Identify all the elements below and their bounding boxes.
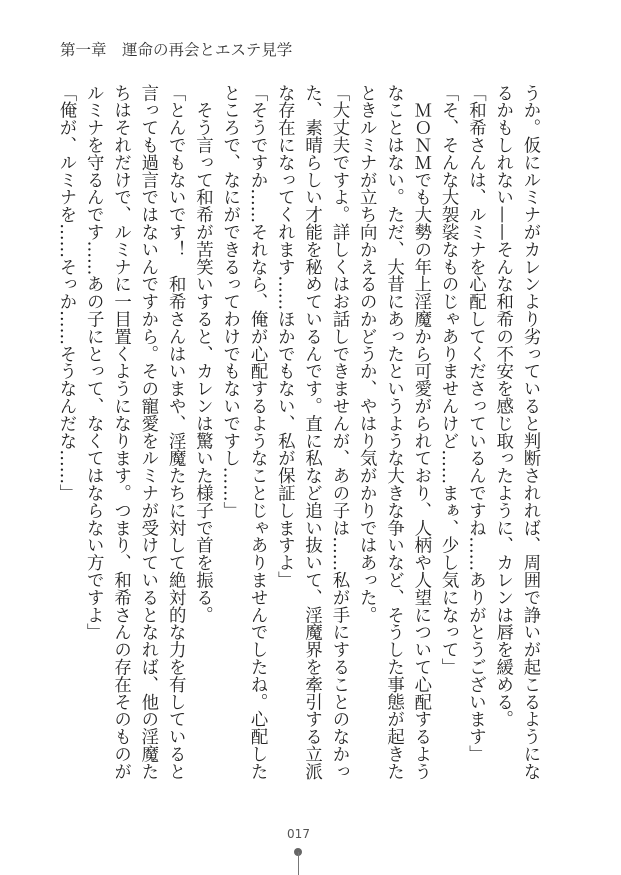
text-column: 言っても過言ではないんですから。その寵愛をルミナが受けているとなれば、他の淫魔た [137, 84, 158, 780]
text-column: な存在になってくれます……ほかでもない、私が保証しますよ」 [274, 84, 295, 589]
text-column: 「和希さんは、ルミナを心配してくださっているんですね……ありがとうございます」 [465, 84, 486, 763]
text-column: ちはそれだけで、ルミナに一目置くようになります。つまり、和希さんの存在そのものが [110, 84, 131, 780]
text-column: そう言って和希が苦笑いすると、カレンは驚いた様子で首を振る。 [192, 84, 213, 624]
folio-ornament-line [298, 852, 299, 875]
vertical-text-body [51, 84, 543, 780]
chapter-running-head: 第一章 運命の再会とエステ見学 [60, 41, 293, 59]
text-column: た、素晴らしい才能を秘めているんです。直に私など追い抜いて、淫魔界を牽引する立派 [301, 84, 322, 780]
page-number: 017 [287, 827, 310, 841]
text-column: 「俺が、ルミナを……そっか……そうなんだな……」 [55, 84, 76, 502]
text-column: ときルミナが立ち向かえるのかどうか、やはり気がかりではあった。 [356, 84, 377, 624]
text-column: なことはない。ただ、大昔にあったというような大きな争いなど、そうした事態が起きた [383, 84, 404, 780]
text-column: 「大丈夫ですよ。詳しくはお話しできませんが、あの子は……私が手にすることのなかっ [328, 84, 349, 780]
text-column: ところで、なにができるってわけでもないですし……」 [219, 84, 240, 519]
text-column: 「そ、そんな大袈裟なものじゃありませんけど……まぁ、少し気になって」 [438, 84, 459, 676]
text-column: 「とんでもないです！ 和希さんはいまや、淫魔たちに対して絶対的な力を有していると [165, 84, 186, 780]
text-column: るかもしれない——そんな和希の不安を感じ取ったように、カレンは唇を緩める。 [492, 84, 513, 728]
text-column: 「そうですか……それなら、俺が心配するようなことじゃありませんでしたね。心配した [247, 84, 268, 780]
text-column: ＭＯＮＭでも大勢の年上淫魔から可愛がられており、人柄や人望について心配するよう [410, 84, 431, 780]
text-column: うか。仮にルミナがカレンより劣っていると判断されれば、周囲で諍いが起こるようにな [520, 84, 540, 780]
text-column: ルミナを守るんです……あの子にとって、なくてはならない方ですよ」 [83, 84, 104, 641]
